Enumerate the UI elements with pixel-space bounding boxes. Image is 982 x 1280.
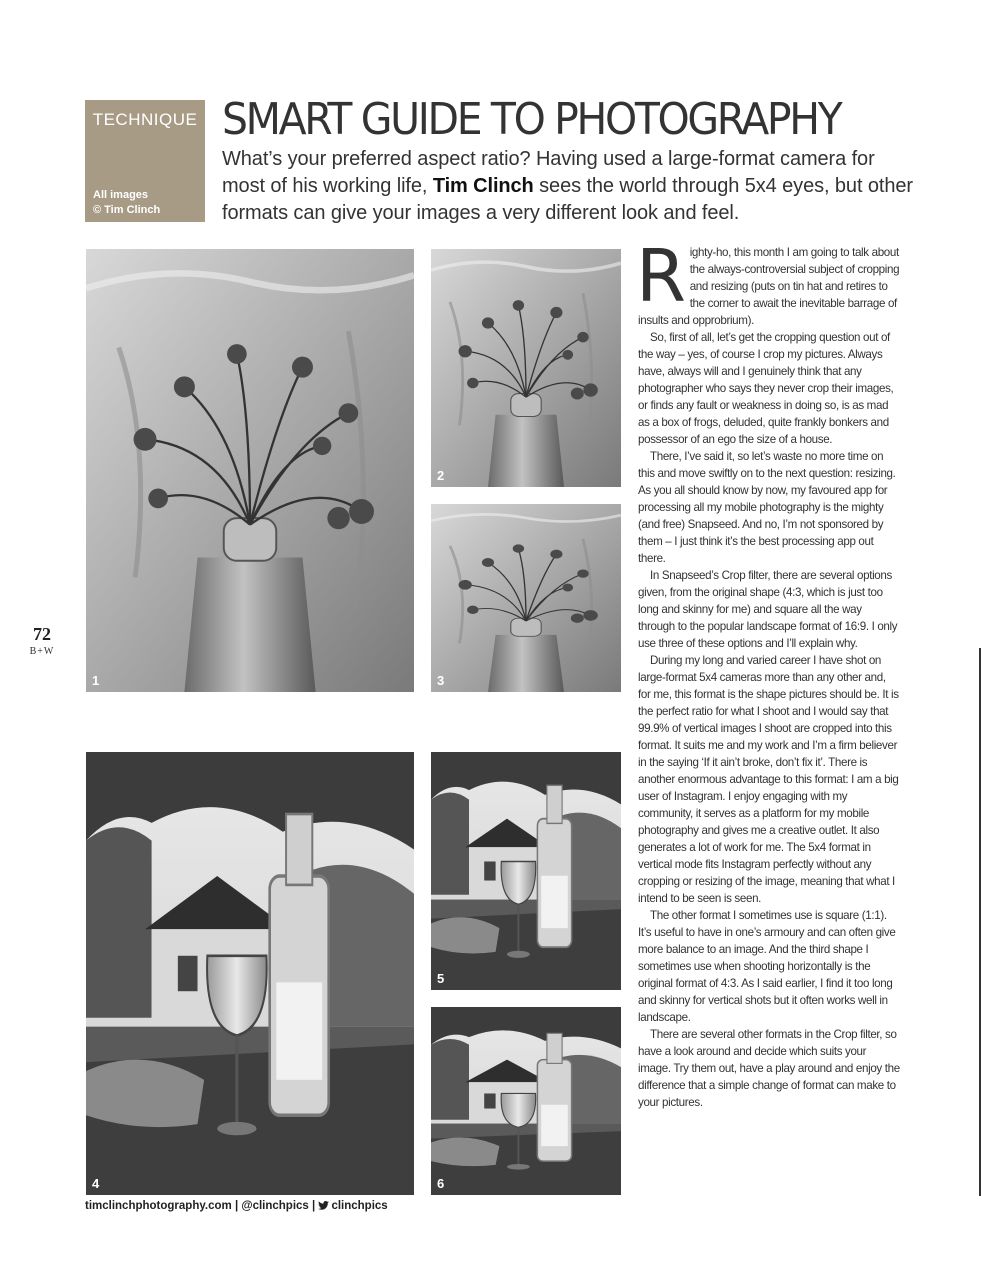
photo-credit bbox=[93, 188, 160, 218]
wine-image bbox=[431, 1007, 621, 1195]
flowers-image bbox=[431, 504, 621, 692]
photo-4 bbox=[86, 752, 414, 1195]
instagram-handle[interactable]: @clinchpics bbox=[241, 1200, 309, 1212]
twitter-handle[interactable]: clinchpics bbox=[331, 1200, 388, 1212]
paragraph-4: In Snapseed’s Crop filter, there are several options given, from the original shape (4:3, which is just too long and skinny for me) and square all the way through to the popular landscape format of 16:9. I only use three of these options and I’ll explain why. bbox=[638, 569, 898, 650]
photo-number: 5 bbox=[437, 971, 445, 986]
separator: | bbox=[231, 1200, 242, 1212]
flowers-image bbox=[86, 249, 414, 692]
page-title: SMART GUIDE TO PHOTOGRAPHY bbox=[222, 94, 841, 145]
paragraph-1 bbox=[636, 234, 900, 329]
website-link[interactable]: timclinchphotography.com bbox=[85, 1200, 232, 1212]
photo-6 bbox=[431, 1007, 621, 1195]
magazine-mark: B+W bbox=[29, 646, 55, 657]
standfirst-text-after: sees the world through 5x4 eyes, but other formats can give your images a very different look and feel. bbox=[222, 175, 913, 224]
twitter-bird-icon bbox=[318, 1201, 329, 1210]
wine-image bbox=[431, 752, 621, 990]
photo-3 bbox=[431, 504, 621, 692]
page-edge-rule bbox=[979, 648, 981, 1196]
photo-number: 2 bbox=[437, 468, 445, 483]
photo-number: 3 bbox=[437, 673, 445, 688]
photo-2 bbox=[431, 249, 621, 487]
photo-5 bbox=[431, 752, 621, 990]
photo-number: 6 bbox=[437, 1176, 445, 1191]
paragraph-3: There, I’ve said it, so let’s waste no more time on this and move swiftly on to the next question: resizing. As you all should know by now, my favoured app for processing all my mobile photography is the mighty (and free) Snapseed. And no, I’m not sponsored by them – I just think it’s the best processing app out there. bbox=[638, 450, 896, 565]
credit-line-1: All images bbox=[93, 189, 149, 201]
article-body bbox=[636, 234, 900, 1111]
photo-number: 4 bbox=[92, 1176, 100, 1191]
paragraph-7: There are several other formats in the Crop filter, so have a look around and decide which suits your image. Try them out, have a play around and enjoy the difference that a simple change of format can make to your pictures. bbox=[638, 1028, 900, 1109]
footer-links bbox=[85, 1200, 388, 1212]
photo-number: 1 bbox=[92, 673, 100, 688]
photo-1 bbox=[86, 249, 414, 692]
section-label: TECHNIQUE bbox=[92, 110, 198, 129]
paragraph-6: The other format I sometimes use is square (1:1). It’s useful to have in one’s armoury and can often give more balance to an image. And the third shape I sometimes use when shooting horizontally is the original format of 4:3. As I said earlier, I find it too long and skinny for vertical shots but it often works well in landscape. bbox=[638, 909, 896, 1024]
paragraph-1-text: ighty-ho, this month I am going to talk about the always-controversial subject of cropping and resizing (puts on tin hat and retires to the corner to await the inevitable barrage of insults and opprobrium). bbox=[638, 246, 900, 327]
flowers-image bbox=[431, 249, 621, 487]
drop-cap: R bbox=[636, 234, 686, 318]
page-number: 72 bbox=[33, 624, 51, 644]
paragraph-5: During my long and varied career I have shot on large-format 5x4 cameras more than any other and, for me, this format is the shape pictures should be. It is the perfect ratio for what I shoot and I would say that 99.9% of vertical images I shoot are cropped into this format. It suits me and my work and I’m a firm believer in the saying ‘If it ain’t broke, don’t fix it’. There is another enormous advantage to this format: I am a big user of Instagram. I enjoy engaging with my community, it serves as a platform for my mobile photography and gives me a creative outlet. It also generates a lot of work for me. The 5x4 format in vertical mode fits Instagram perfectly without any cropping or resizing of the image, meaning that what I intend to be seen is seen. bbox=[638, 654, 899, 905]
separator: | bbox=[308, 1200, 319, 1212]
paragraph-2: So, first of all, let’s get the cropping question out of the way – yes, of course I crop my pictures. Always have, always will and I genuinely think that any photographer who says they never crop their images, or finds any fault or weakness in doing so, is as mad as a box of frogs, deluded, quite frankly bonkers and possessor of an ego the size of a house. bbox=[638, 331, 894, 446]
wine-image bbox=[86, 752, 414, 1195]
section-box bbox=[85, 100, 205, 222]
author-name: Tim Clinch bbox=[432, 175, 534, 197]
credit-line-2: © Tim Clinch bbox=[93, 204, 161, 216]
standfirst-text-before: What’s your preferred aspect ratio? Having used a large-format camera for most of his working life, bbox=[222, 148, 875, 197]
standfirst bbox=[222, 146, 922, 227]
